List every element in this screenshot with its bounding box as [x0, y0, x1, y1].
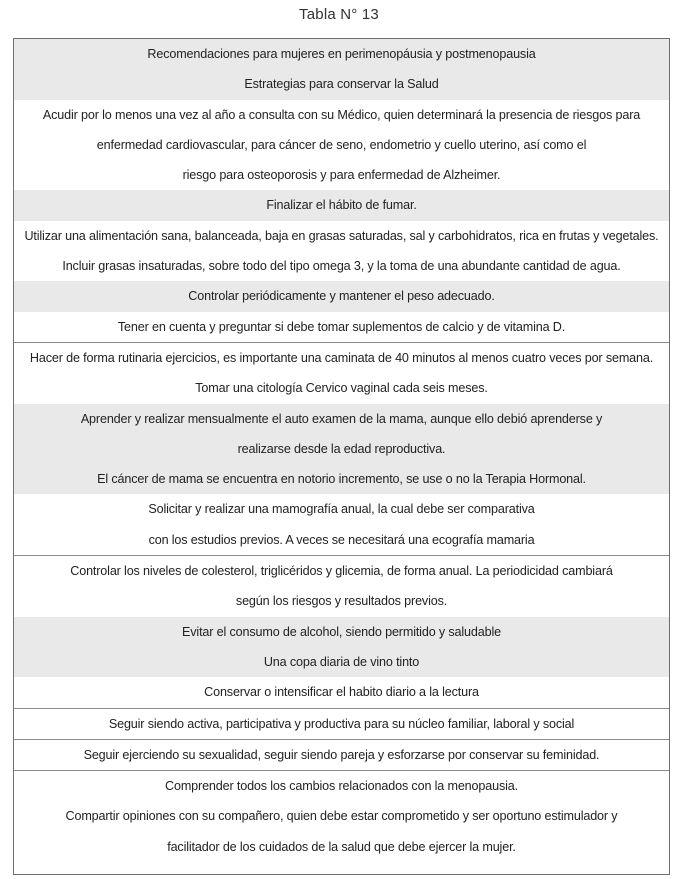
table-subheading: Estrategias para conservar la Salud: [244, 77, 439, 92]
recommendation-text: Aprender y realizar mensualmente el auto examen de la mama, aunque ello debió aprenderse y: [80, 411, 603, 426]
recommendation-text: con los estudios previos. A veces se necesitará una ecografía mamaria: [148, 532, 535, 547]
recommendation-text: riesgo para osteoporosis y para enfermedad de Alzheimer.: [182, 168, 501, 183]
recommendation-block: [14, 312, 669, 342]
recommendation-block: [14, 190, 669, 220]
recommendation-text: Incluir grasas insaturadas, sobre todo del tipo omega 3, y la toma de una abundante cantidad de agua.: [62, 259, 621, 274]
recommendation-block: [14, 281, 669, 311]
recommendation-text: Evitar el consumo de alcohol, siendo permitido y saludable: [182, 624, 501, 639]
recommendation-block: [14, 677, 669, 707]
recommendation-text: Conservar o intensificar el habito diario a la lectura: [204, 685, 479, 700]
recommendation-block: [14, 708, 669, 739]
recommendation-block: [14, 770, 669, 862]
recommendation-text: Hacer de forma rutinaria ejercicios, es importante una caminata de 40 minutos al menos cuatro veces por semana.: [29, 350, 654, 365]
table-header-block: [14, 39, 669, 100]
recommendation-text: Finalizar el hábito de fumar.: [266, 198, 417, 213]
recommendation-text: Compartir opiniones con su compañero, quien debe estar comprometido y ser oportuno estimulador y: [65, 809, 618, 824]
recommendation-text: Seguir siendo activa, participativa y productiva para su núcleo familiar, laboral y social: [108, 716, 575, 731]
recommendation-text: Controlar periódicamente y mantener el peso adecuado.: [188, 289, 495, 304]
recommendation-block: [14, 555, 669, 617]
recommendation-text: Comprender todos los cambios relacionados con la menopausia.: [165, 779, 518, 794]
recommendation-text: Tener en cuenta y preguntar si debe tomar suplementos de calcio y de vitamina D.: [117, 319, 566, 334]
recommendation-text: realizarse desde la edad reproductiva.: [237, 441, 446, 456]
recommendation-block: [14, 739, 669, 770]
table-heading: Recomendaciones para mujeres en perimenopáusia y postmenopausia: [147, 47, 536, 61]
recommendation-text: Solicitar y realizar una mamografía anual, la cual debe ser comparativa: [148, 502, 535, 517]
recommendation-text: Seguir ejerciendo su sexualidad, seguir siendo pareja y esforzarse por conservar su feminidad.: [83, 747, 600, 762]
recommendation-text: según los riesgos y resultados previos.: [235, 594, 448, 609]
recommendation-text: facilitador de los cuidados de la salud que debe ejercer la mujer.: [167, 839, 516, 854]
recommendation-text: Una copa diaria de vino tinto: [263, 654, 420, 669]
recommendation-block: [14, 494, 669, 555]
recommendation-text: Utilizar una alimentación sana, balanceada, baja en grasas saturadas, sal y carbohidratos, rica en frutas y vegetales.: [24, 228, 659, 243]
recommendation-text: Tomar una citología Cervico vaginal cada seis meses.: [195, 381, 488, 396]
recommendations-table: [13, 38, 670, 875]
table-title: Tabla N° 13: [299, 6, 379, 23]
recommendation-text: Controlar los niveles de colesterol, triglicéridos y glicemia, de forma anual. La periodicidad cambiará: [70, 564, 613, 579]
recommendation-block: [14, 617, 669, 678]
recommendation-block: [14, 100, 669, 191]
recommendation-text: El cáncer de mama se encuentra en notorio incremento, se use o no la Terapia Hormonal.: [97, 472, 586, 487]
recommendation-text: Acudir por lo menos una vez al año a consulta con su Médico, quien determinará la presencia de riesgos para: [42, 107, 641, 122]
recommendation-block: [14, 342, 669, 404]
recommendation-text: enfermedad cardiovascular, para cáncer de seno, endometrio y cuello uterino, así como el: [96, 137, 587, 152]
recommendation-block: [14, 221, 669, 282]
recommendation-block: [14, 404, 669, 495]
